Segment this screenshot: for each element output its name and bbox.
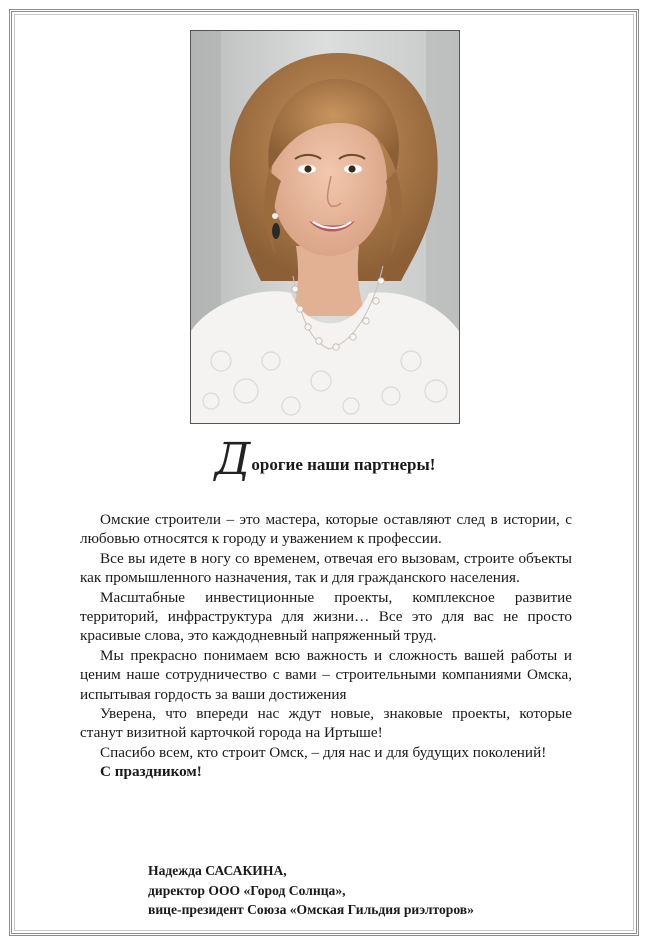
- signature-name: Надежда САСАКИНА,: [148, 863, 287, 878]
- signature-position-2: вице-президент Союза «Омская Гильдия риэлторов»: [148, 902, 474, 917]
- letter-heading: [0, 434, 650, 485]
- paragraph: Омские строители – это мастера, которые оставляют след в истории, с любовью относятся к городу и уважением к профессии.: [80, 511, 572, 548]
- paragraph: Спасибо всем, кто строит Омск, – для нас и для будущих поколений!: [100, 743, 547, 761]
- heading-dropcap: Д: [214, 434, 251, 485]
- greeting: С праздником!: [100, 763, 202, 781]
- signature-block: [148, 861, 588, 920]
- letter-body: [80, 510, 572, 782]
- paragraph: Масштабные инвестиционные проекты, комплексное развитие территорий, инфраструктура для жизни… Все это для вас не просто красивые слова, это каждодневный напряженный труд.: [80, 588, 572, 645]
- portrait-photo: [190, 30, 460, 424]
- paragraph: Мы прекрасно понимаем всю важность и сложность вашей работы и ценим наше сотрудничество с вами – строительными компаниями Омска, испытывая гордость за ваши достижения: [80, 646, 572, 703]
- paragraph: Все вы идете в ногу со временем, отвечая его вызовам, строите объекты как промышленного назначения, так и для гражданского населения.: [80, 549, 572, 587]
- signature-position-1: директор ООО «Город Солнца»,: [148, 882, 346, 898]
- paragraph: Уверена, что впереди нас ждут новые, знаковые проекты, которые станут визитной карточкой города на Иртыше!: [80, 705, 572, 742]
- heading-text: орогие наши партнеры!: [251, 455, 436, 474]
